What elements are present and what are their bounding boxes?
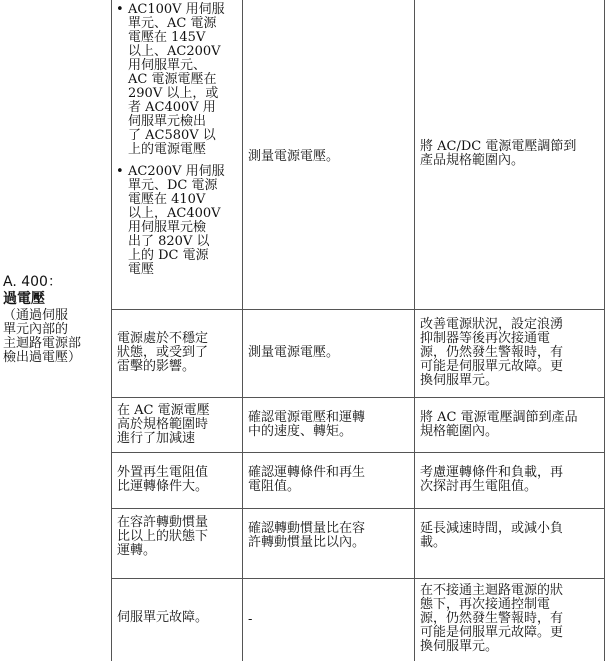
check-cell: 確認電源電壓和運轉 中的速度、轉矩。 [248,410,366,439]
action-cell: 將 AC/DC 電源電壓調節到 產品規格範圍內。 [420,139,577,168]
cause-cell: 在容許轉動慣量 比以上的狀態下 運轉。 [117,515,209,558]
alarm-name: 過電壓 [3,291,45,307]
action-cell: 將 AC 電源電壓調節到產品 規格範圍內。 [420,410,578,439]
row-divider [111,452,605,453]
action-cell: 考慮運轉條件和負載，再 次探討再生電阻值。 [420,465,564,494]
column-divider-1 [242,0,243,661]
row-divider [111,508,605,509]
check-cell: 確認運轉條件和再生 電阻值。 [248,465,366,494]
check-cell: 測量電源電壓。 [248,149,340,164]
action-cell: 延長減速時間，或減小負 載。 [420,521,564,550]
row-divider [111,397,605,398]
row-divider [111,309,605,310]
check-cell: 測量電源電壓。 [248,345,340,360]
row-divider [111,578,605,579]
check-cell: - [248,612,253,627]
column-divider-2 [414,0,415,661]
action-cell: 在不接通主迴路電源的狀 態下，再次接通控制電 源，仍然發生警報時，有 可能是伺服單元故障。更 換伺服單元。 [420,583,564,654]
alarm-label [3,274,107,365]
bullet-icon: • [116,2,124,17]
cause-bullet-item: • AC200V 用伺服 單元、DC 電源 電壓在 410V 以上，AC400V 用伺服單元檢 出了 820V 以 上的 DC 電源 電壓 [116,164,225,277]
table-border-left [111,0,112,661]
cause-cell: 電源處於不穩定 狀態，或受到了 雷擊的影響。 [117,331,209,374]
action-cell: 改善電源狀況，設定浪湧 抑制器等後再次接通電 源，仍然發生警報時，有 可能是伺服單元故障。更 換伺服單元。 [420,317,564,388]
check-cell: 確認轉動慣量比在容 許轉動慣量比以內。 [248,521,366,550]
alarm-code: A. 400： [3,274,62,290]
cause-cell: 伺服單元故障。 [117,610,209,625]
bullet-icon: • [116,164,124,179]
alarm-description: （通過伺服 單元內部的 主迴路電源部 檢出過電壓） [3,308,82,365]
cause-cell: 在 AC 電源電壓 高於規格範圍時 進行了加減速 [117,403,210,446]
cause-cell: 外置再生電阻值 比運轉條件大。 [117,465,209,494]
table-border-right [604,0,605,661]
cause-bullet-item: • AC100V 用伺服 單元、AC 電源 電壓在 145V 以上、AC200V 用伺服單元、 AC 電源電壓在 290V 以上，或 者 AC400V 用 伺服單元檢出 了 AC580V 以 上的電源電壓 [116,2,225,157]
